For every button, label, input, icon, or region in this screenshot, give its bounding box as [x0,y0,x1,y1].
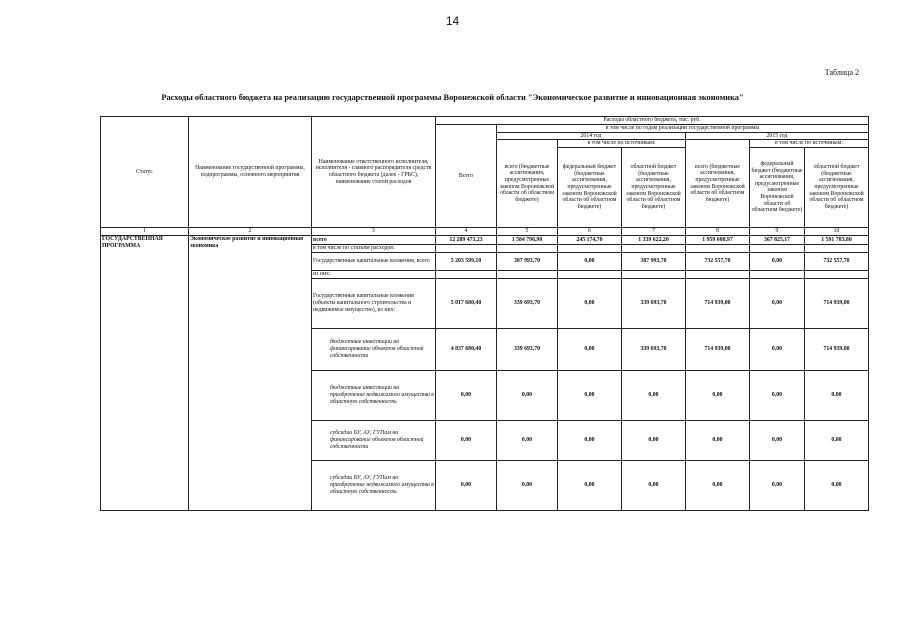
value-cell: 0,00 [805,460,869,510]
header-2015-sources: в том числе по источникам: [750,140,869,148]
column-number-row [101,227,869,235]
value-cell: 0,00 [622,370,686,420]
header-2014-sources: в том числе по источникам: [558,140,686,148]
value-cell: 714 939,00 [805,328,869,370]
value-cell: 0,00 [558,328,622,370]
value-cell: 387 993,70 [497,252,558,270]
value-cell: 1 339 622,20 [622,235,686,244]
value-cell: 0,00 [558,252,622,270]
value-cell [805,244,869,252]
value-cell: 367 825,17 [750,235,805,244]
row-label: из них: [312,270,436,278]
header-program-name: Наименование государственной программы, подпрограммы, основного мероприятия [189,117,312,228]
value-cell: 732 557,70 [686,252,750,270]
value-cell: 0,00 [686,370,750,420]
value-cell: 0,00 [558,460,622,510]
value-cell: 0,00 [686,460,750,510]
column-number: 1 [101,227,189,235]
header-2015-regional: областной бюджет (бюджетные ассигнования, предусмотренные законом Воронежской области об областном бюджете) [805,147,869,227]
header-expenses: Расходы областного бюджета, тыс. руб. [436,117,869,125]
value-cell: 0,00 [750,370,805,420]
value-cell: 0,00 [436,420,497,460]
header-2014-total: всего (бюджетные ассигнования, предусмотренные законом Воронежской области об областном бюджете) [497,140,558,228]
value-cell [497,270,558,278]
value-cell [558,244,622,252]
value-cell: 339 693,70 [497,328,558,370]
value-cell: 339 693,70 [622,278,686,328]
value-cell: 1 959 608,97 [686,235,750,244]
column-number: 3 [312,227,436,235]
value-cell [686,270,750,278]
document-title: Расходы областного бюджета на реализацию государственной программы Воронежской области "Экономическое развитие и инновационная экономика" [161,93,744,102]
value-cell: 0,00 [805,370,869,420]
value-cell: 0,00 [750,460,805,510]
page-number: 14 [445,14,460,28]
value-cell [805,270,869,278]
value-cell [750,270,805,278]
budget-table [100,116,869,511]
value-cell: 0,00 [436,370,497,420]
header-including-years: в том числе по годам реализации государственной программы [497,125,869,133]
value-cell: 1 584 796,90 [497,235,558,244]
value-cell: 0,00 [750,420,805,460]
value-cell: 339 693,70 [497,278,558,328]
value-cell [750,244,805,252]
value-cell: 0,00 [497,420,558,460]
row-label: Государственные капитальные вложения (объекты капитального строительства и недвижимое имущество), из них: [312,278,436,328]
value-cell: 0,00 [750,328,805,370]
value-cell: 245 174,70 [558,235,622,244]
value-cell [497,244,558,252]
value-cell [558,270,622,278]
column-number: 5 [497,227,558,235]
header-year-2015: 2015 год [686,132,869,140]
value-cell: 12 289 473,23 [436,235,497,244]
value-cell [686,244,750,252]
value-cell: 0,00 [805,420,869,460]
value-cell: 0,00 [622,460,686,510]
value-cell: 0,00 [497,460,558,510]
value-cell: 5 017 680,40 [436,278,497,328]
table-row [101,235,869,244]
value-cell: 0,00 [750,252,805,270]
row-label: субсидии БУ, АУ, ГУПам на финансирование объектов областной собственности [312,420,436,460]
value-cell: 0,00 [497,370,558,420]
header-2014-federal: федеральный бюджет (бюджетные ассигнования, предусмотренные законом Воронежской области об областном бюджете) [558,147,622,227]
column-number: 9 [750,227,805,235]
value-cell: 1 591 783,80 [805,235,869,244]
header-2015-federal: федеральный бюджет (бюджетные ассигнования, предусмотренные законом Воронежской области об областном бюджете) [750,147,805,227]
row-label: Государственные капитальные вложения, всего [312,252,436,270]
header-status: Статус [101,117,189,228]
column-number: 2 [189,227,312,235]
value-cell: 732 557,70 [805,252,869,270]
status-cell: ГОСУДАРСТВЕННАЯ ПРОГРАММА [101,235,189,510]
table-label: Таблица 2 [824,68,859,77]
value-cell: 714 939,00 [686,278,750,328]
value-cell: 714 939,00 [686,328,750,370]
program-name-cell: Экономическое развитие и инновационная экономика [189,235,312,510]
value-cell: 0,00 [686,420,750,460]
value-cell: 714 939,00 [805,278,869,328]
column-number: 10 [805,227,869,235]
row-label: субсидии БУ, АУ, ГУПам на приобретение недвижимого имущества в областную собственность [312,460,436,510]
column-number: 7 [622,227,686,235]
header-executor-name: Наименование ответственного исполнителя, исполнителя - главного распорядителя средств областного бюджета (далее - ГРБС), наименование статей расходов [312,117,436,228]
value-cell: 0,00 [436,460,497,510]
value-cell: 0,00 [558,370,622,420]
value-cell: 0,00 [750,278,805,328]
value-cell: 5 203 599,10 [436,252,497,270]
header-2015-total: всего (бюджетные ассигнования, предусмотренные законом Воронежской области об областном бюджете) [686,140,750,228]
value-cell: 0,00 [558,420,622,460]
header-year-2014: 2014 год [497,132,686,140]
column-number: 4 [436,227,497,235]
header-total: Всего [436,125,497,228]
row-label: всего [312,235,436,244]
value-cell [436,244,497,252]
row-label: бюджетные инвестиции на приобретение недвижимого имущества в областную собственность [312,370,436,420]
value-cell: 339 693,70 [622,328,686,370]
column-number: 8 [686,227,750,235]
value-cell [622,270,686,278]
value-cell: 0,00 [558,278,622,328]
row-label: в том числе по статьям расходов: [312,244,436,252]
value-cell [622,244,686,252]
column-number: 6 [558,227,622,235]
value-cell: 4 837 680,40 [436,328,497,370]
row-label: бюджетные инвестиции на финансирование объектов областной собственности [312,328,436,370]
header-2014-regional: областной бюджет (бюджетные ассигнования, предусмотренные законом Воронежской области об областном бюджете) [622,147,686,227]
value-cell: 387 993,70 [622,252,686,270]
value-cell [436,270,497,278]
value-cell: 0,00 [622,420,686,460]
